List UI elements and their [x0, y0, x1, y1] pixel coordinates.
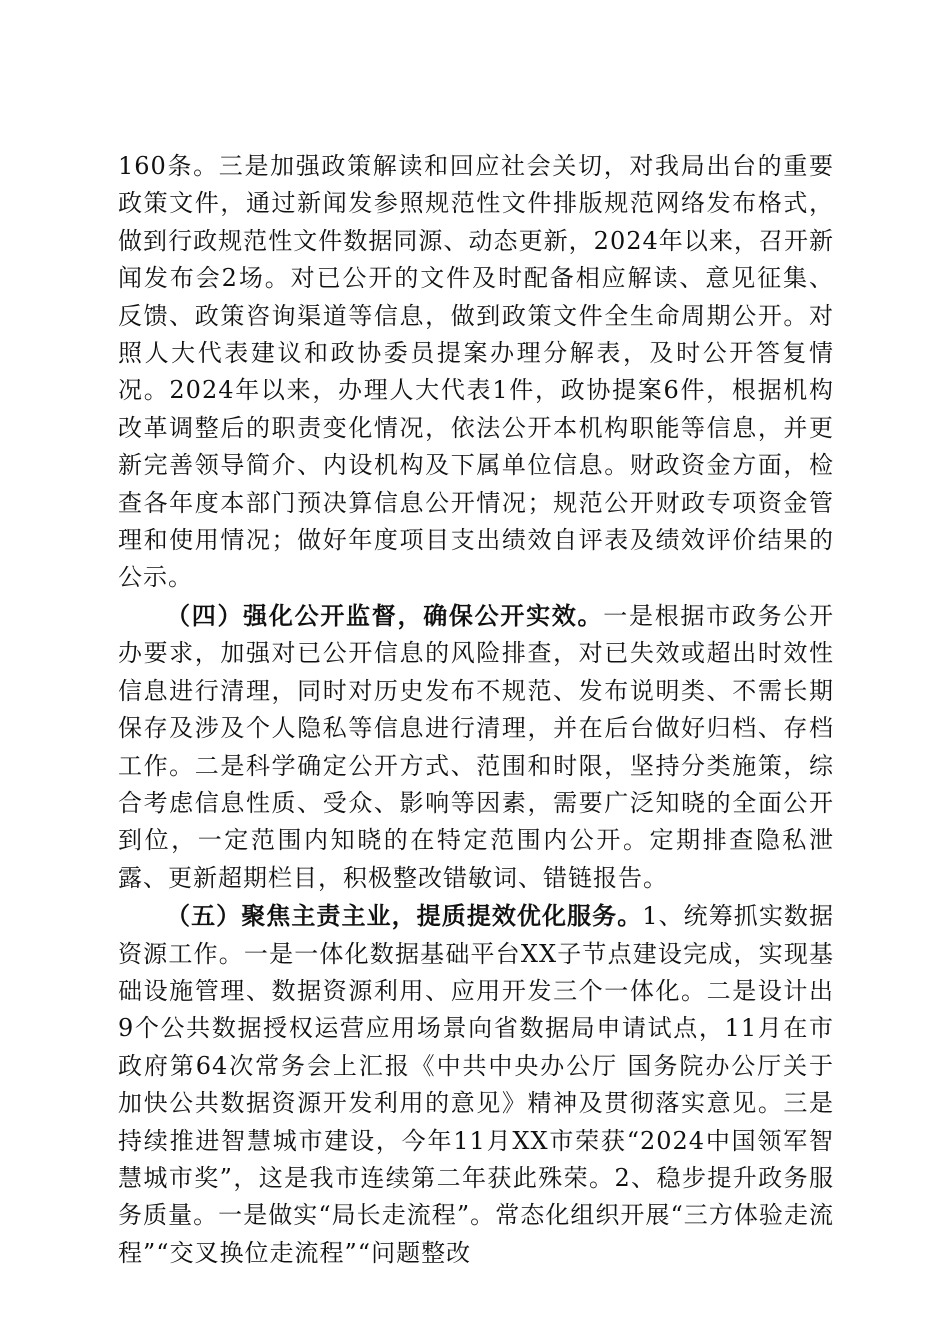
paragraph-text: 1、统筹抓实数据资源工作。一是一体化数据基础平台XX子节点建设完成，实现基础设施管理、数据资源利用、应用开发三个一体化。二是设计出9个公共数据授权运营应用场景向省数据局申请试点，11月在市政府第64次常务会上汇报《中共中央办公厅 国务院办公厅关于加快公共数据资源开发利用的意见》精神及贯彻落实意见。三是持续推进智慧城市建设，今年11月XX市荣获“2024中国领军智慧城市奖”，这是我市连续第二年获此殊荣。2、稳步提升政务服务质量。一是做实“局长走流程”。常态化组织开展“三方体验走流程”“交叉换位走流程”“问题整改 — [118, 902, 834, 1267]
paragraph-text: 一是根据市政务公开办要求，加强对已公开信息的风险排查，对已失效或超出时效性信息进行清理，同时对历史发布不规范、发布说明类、不需长期保存及涉及个人隐私等信息进行清理，并在后台做好归档、存档工作。二是科学确定公开方式、范围和时限，坚持分类施策，综合考虑信息性质、受众、影响等因素，需要广泛知晓的全面公开到位，一定范围内知晓的在特定范围内公开。定期排查隐私泄露、更新超期栏目，积极整改错敏词、错链报告。 — [118, 601, 835, 892]
section-5-heading: （五）聚焦主责主业，提质提效优化服务。 — [166, 901, 643, 931]
section-4-heading: （四）强化公开监督，确保公开实效。 — [166, 600, 604, 630]
paragraph-continuation — [118, 148, 834, 597]
paragraph-text: 160条。三是加强政策解读和回应社会关切，对我局出台的重要政策文件，通过新闻发参照规范性文件排版规范网络发布格式，做到行政规范性文件数据同源、动态更新，2024年以来，召开新闻发布会2场。对已公开的文件及时配备相应解读、意见征集、反馈、政策咨询渠道等信息，做到政策文件全生命周期公开。对照人大代表建议和政协委员提案办理分解表，及时公开答复情况。2024年以来，办理人大代表1件，政协提案6件，根据机构改革调整后的职责变化情况，依法公开本机构职能等信息，并更新完善领导简介、内设机构及下属单位信息。财政资金方面，检查各年度本部门预决算信息公开情况；规范公开财政专项资金管理和使用情况；做好年度项目支出绩效自评表及绩效评价结果的公示。 — [118, 152, 834, 592]
document-body — [118, 148, 834, 1272]
paragraph-section-5 — [118, 897, 834, 1272]
paragraph-section-4 — [118, 597, 834, 897]
